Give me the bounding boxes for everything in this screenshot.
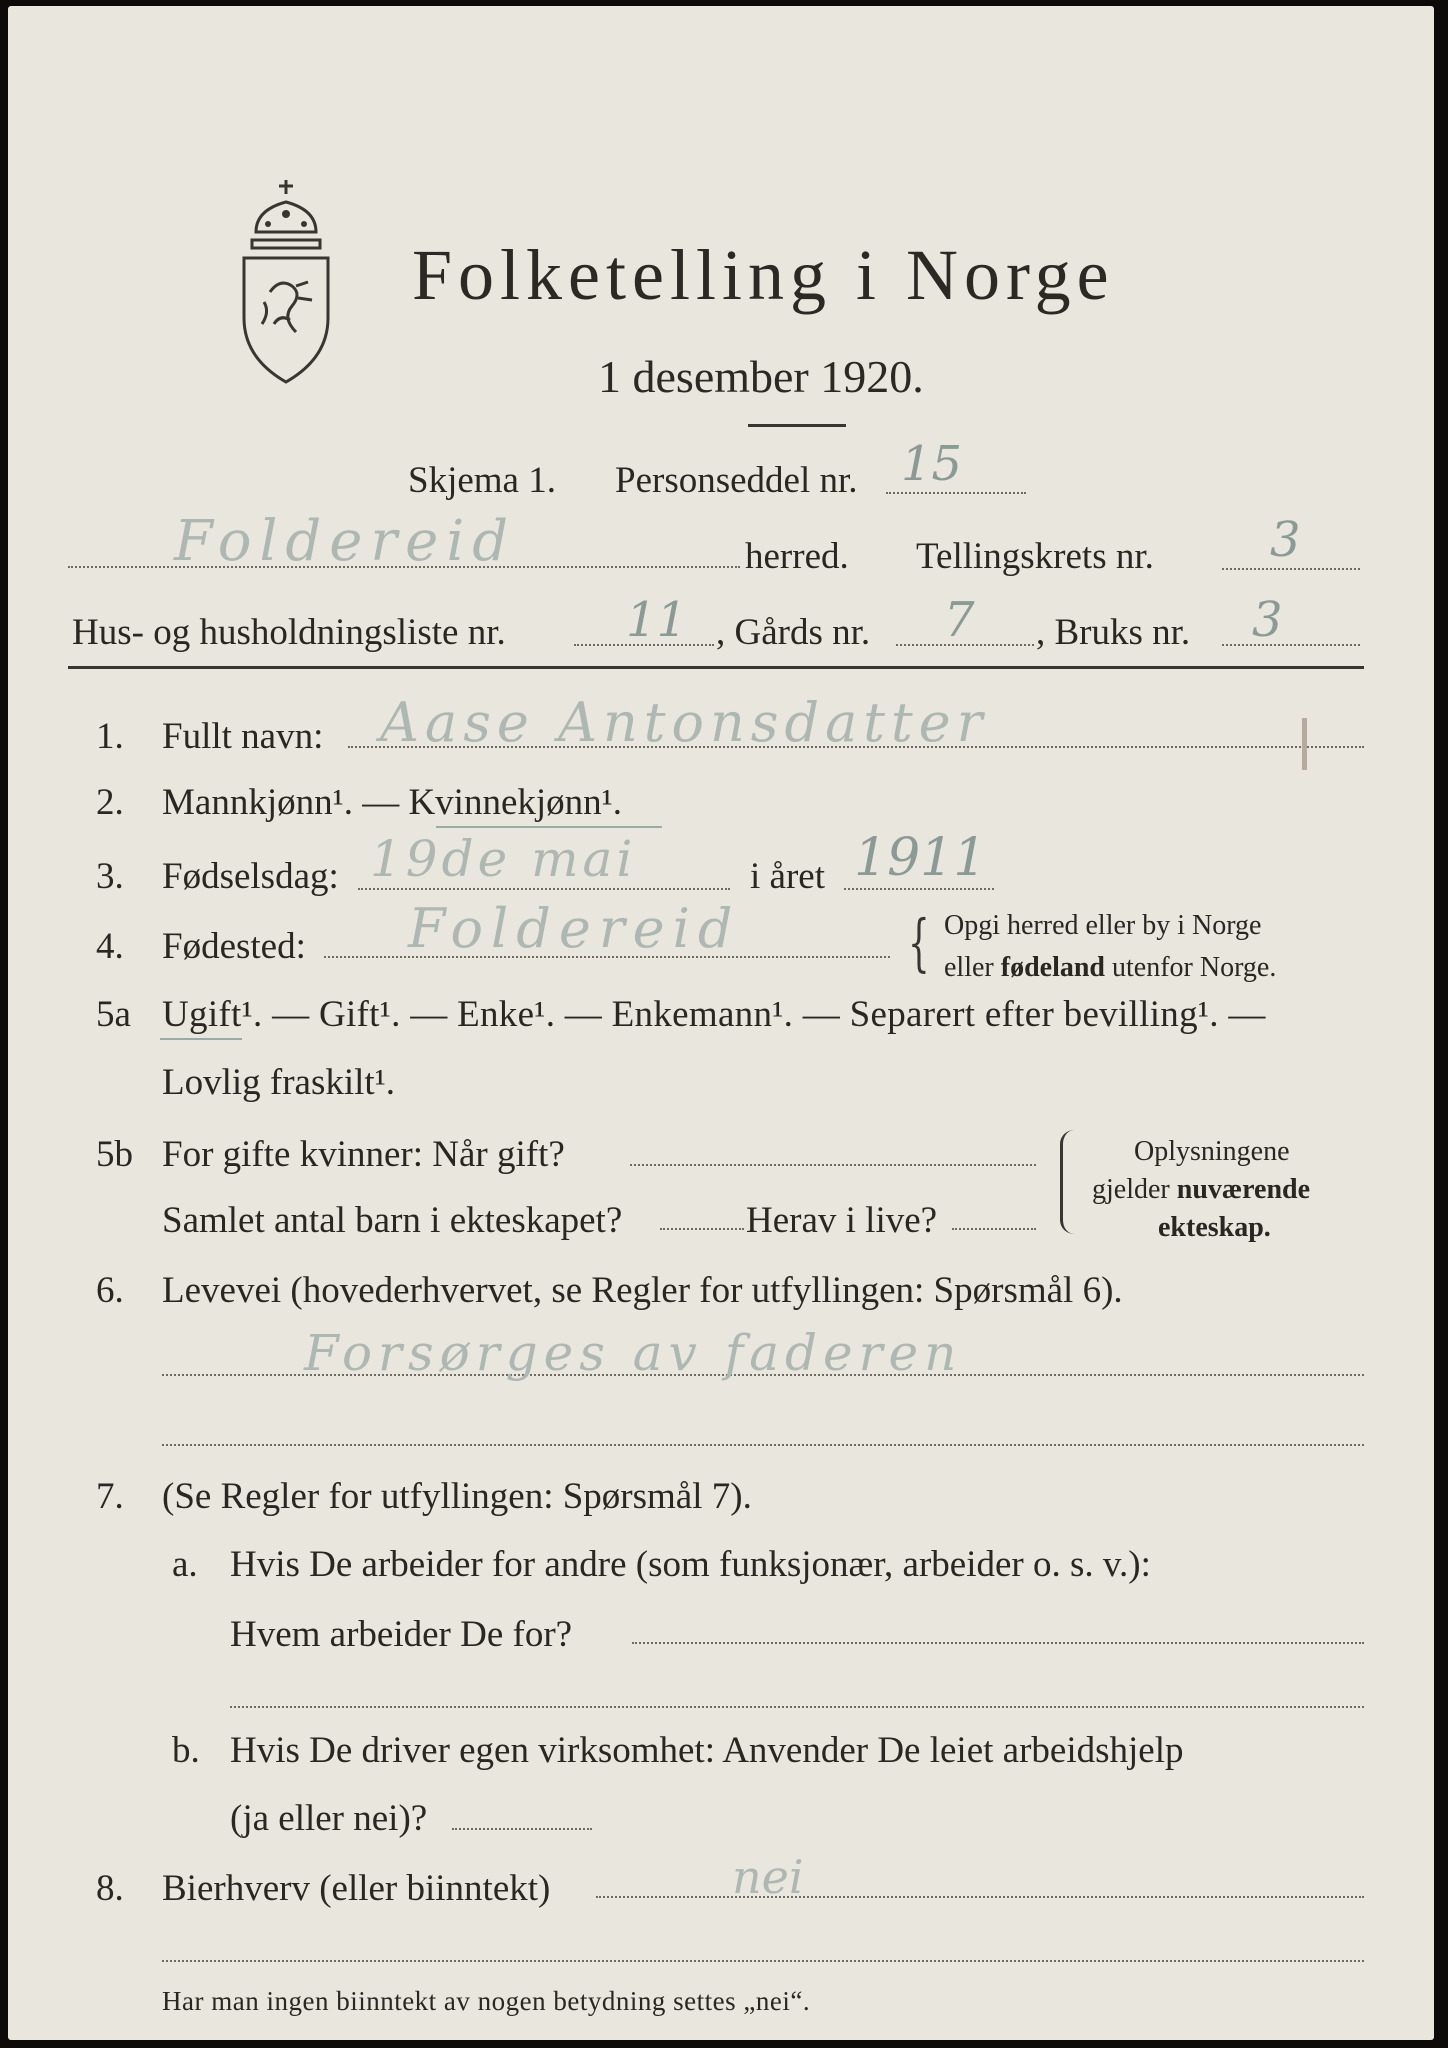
q7b-line2: (ja eller nei)?	[230, 1798, 428, 1839]
children-field[interactable]	[660, 1228, 744, 1230]
bruks-value: 3	[1252, 592, 1283, 648]
kvinnekjonn-underline	[436, 826, 662, 828]
q7-label: (Se Regler for utfyllingen: Spørsmål 7).	[162, 1476, 752, 1517]
marital-status-options: Ugift¹. — Gift¹. — Enke¹. — Enkemann¹. — Separert efter bevilling¹. —	[162, 994, 1266, 1035]
header-divider	[68, 666, 1364, 669]
gards-label: , Gårds nr.	[716, 612, 871, 653]
personseddel-value: 15	[901, 436, 963, 492]
living-children-field[interactable]	[952, 1228, 1036, 1230]
children-label: Samlet antal barn i ekteskapet?	[162, 1200, 623, 1241]
herred-value: Foldereid	[174, 509, 517, 574]
when-married-label: For gifte kvinner: Når gift?	[162, 1134, 565, 1175]
full-name-value: Aase Antonsdatter	[380, 691, 989, 754]
marriage-note-line3: ekteskap.	[1158, 1212, 1271, 1243]
birthday-field[interactable]	[358, 888, 730, 890]
year-label: i året	[750, 856, 825, 897]
footer-note: Har man ingen biinntekt av nogen betydning settes „nei“.	[162, 1986, 811, 2016]
q3-number: 3.	[96, 856, 124, 897]
q7-number: 7.	[96, 1476, 124, 1517]
ugift-underline	[160, 1038, 242, 1040]
q6-number: 6.	[96, 1270, 124, 1311]
hired-help-field[interactable]	[452, 1828, 592, 1830]
hus-value: 11	[626, 592, 688, 648]
birthplace-note-line1: Opgi herred eller by i Norge	[944, 910, 1262, 941]
birthday-value: 19de mai	[370, 830, 637, 888]
marital-status-options-line2: Lovlig fraskilt¹.	[162, 1062, 396, 1103]
census-date: 1 desember 1920.	[598, 351, 924, 402]
q2-label: Mannkjønn¹. — Kvinnekjønn¹.	[162, 782, 622, 823]
q7a-line2: Hvem arbeider De for?	[230, 1614, 573, 1655]
occupation-field-line2[interactable]	[162, 1444, 1364, 1446]
q7b-line1: Hvis De driver egen virksomhet: Anvender De leiet arbeidshjelp	[230, 1730, 1184, 1771]
q6-label: Levevei (hovederhvervet, se Regler for utfyllingen: Spørsmål 6).	[162, 1270, 1123, 1311]
q8-number: 8.	[96, 1868, 124, 1909]
when-married-field[interactable]	[630, 1164, 1036, 1166]
q5a-number: 5a	[96, 994, 131, 1035]
q1-number: 1.	[96, 716, 124, 757]
marriage-note-line1: Oplysningene	[1134, 1136, 1290, 1167]
marriage-note-bracket	[1060, 1130, 1077, 1234]
marriage-note-line2: gjelder nuværende	[1092, 1174, 1311, 1205]
birth-year-field[interactable]	[844, 888, 994, 890]
q2-number: 2.	[96, 782, 124, 823]
q7a-line1: Hvis De arbeider for andre (som funksjonær, arbeider o. s. v.):	[230, 1544, 1151, 1585]
bruks-field[interactable]	[1222, 644, 1360, 646]
census-form-sheet	[8, 6, 1434, 2040]
bruks-label: , Bruks nr.	[1036, 612, 1191, 653]
q1-label: Fullt navn:	[162, 716, 324, 757]
ink-mark	[1302, 718, 1307, 770]
q7a-letter: a.	[172, 1544, 198, 1585]
page-title: Folketelling i Norge	[412, 235, 1115, 315]
q8-label: Bierhverv (eller biinntekt)	[162, 1868, 551, 1909]
birthplace-note-brace: {	[908, 906, 930, 979]
norwegian-coat-of-arms-icon	[234, 174, 338, 388]
living-children-label: Herav i live?	[746, 1200, 938, 1241]
birthplace-note-line2: eller fødeland utenfor Norge.	[944, 952, 1277, 983]
tellingskrets-label: Tellingskrets nr.	[916, 536, 1154, 577]
q4-label: Fødested:	[162, 926, 306, 967]
q5b-number: 5b	[96, 1134, 133, 1175]
birth-year-value: 1911	[854, 828, 987, 888]
birthplace-value: Foldereid	[408, 897, 741, 960]
tellingskrets-field[interactable]	[1222, 568, 1360, 570]
personseddel-field[interactable]	[886, 492, 1026, 494]
schema-label: Skjema 1.	[408, 460, 556, 501]
q4-number: 4.	[96, 926, 124, 967]
gards-value: 7	[944, 592, 975, 648]
tellingskrets-value: 3	[1270, 512, 1301, 568]
hus-label: Hus- og husholdningsliste nr.	[72, 612, 506, 653]
occupation-value: Forsørges av faderen	[304, 1324, 963, 1382]
personseddel-label: Personseddel nr.	[615, 460, 858, 501]
employer-field-line2[interactable]	[230, 1706, 1364, 1708]
side-income-field-line2[interactable]	[162, 1960, 1364, 1962]
herred-label: herred.	[745, 536, 849, 577]
q7b-letter: b.	[172, 1730, 200, 1771]
q3-label: Fødselsdag:	[162, 856, 339, 897]
title-divider	[748, 424, 846, 427]
side-income-field-line1[interactable]	[596, 1896, 1364, 1898]
side-income-value: nei	[732, 1850, 804, 1904]
employer-field-line1[interactable]	[632, 1642, 1364, 1644]
